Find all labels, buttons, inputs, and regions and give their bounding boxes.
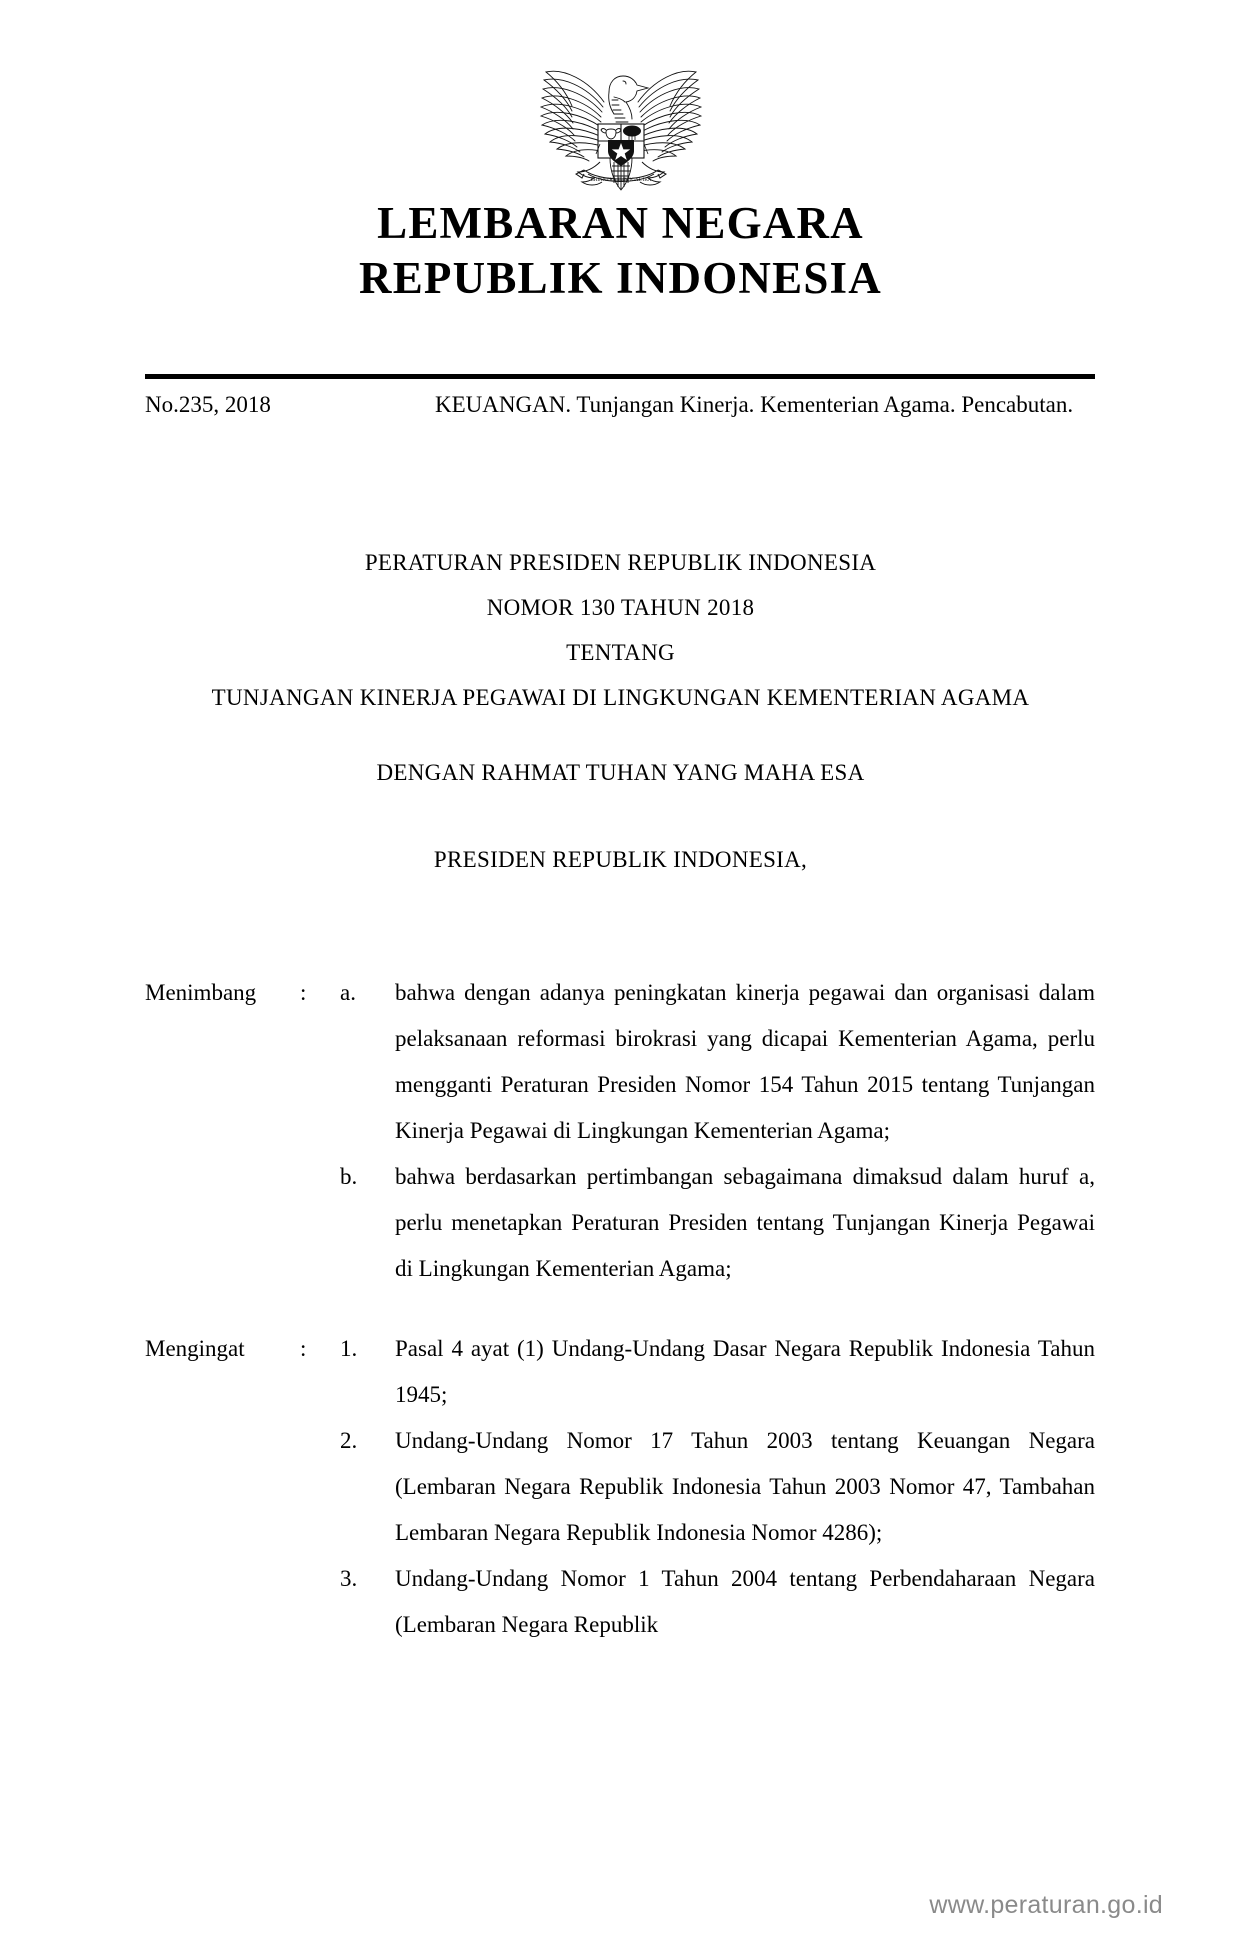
clause-item xyxy=(145,1154,1095,1292)
masthead xyxy=(0,196,1241,306)
clause-item xyxy=(145,970,1095,1154)
clause-item xyxy=(145,1418,1095,1556)
footer-watermark: www.peraturan.go.id xyxy=(929,1891,1163,1919)
item-marker: a. xyxy=(340,980,356,1005)
regulation-about-label: TENTANG xyxy=(566,640,675,665)
header-divider xyxy=(145,374,1095,379)
section-label: Mengingat xyxy=(145,1336,245,1361)
clause-item xyxy=(145,1326,1095,1418)
garuda-pancasila-icon xyxy=(526,50,716,200)
masthead-line-2: REPUBLIK INDONESIA xyxy=(359,253,882,303)
decree-spacer xyxy=(0,795,1241,837)
svg-text:BHINNEKA TUNGGAL IKA: BHINNEKA TUNGGAL IKA xyxy=(589,178,652,183)
regulation-type: PERATURAN PRESIDEN REPUBLIK INDONESIA xyxy=(364,550,877,575)
clause-item xyxy=(145,1556,1095,1648)
authority-line: PRESIDEN REPUBLIK INDONESIA, xyxy=(433,847,808,872)
blessing-line: DENGAN RAHMAT TUHAN YANG MAHA ESA xyxy=(376,760,865,785)
regulation-subject-title: TUNJANGAN KINERJA PEGAWAI DI LINGKUNGAN KEMENTERIAN AGAMA xyxy=(211,685,1030,710)
clauses-container xyxy=(145,970,1095,1682)
emblem-container xyxy=(0,50,1241,200)
item-text: Undang-Undang Nomor 17 Tahun 2003 tentang Keuangan Negara (Lembaran Negara Republik Indonesia Tahun 2003 Nomor 47, Tambahan Lembaran Negara Republik Indonesia Nomor 4286); xyxy=(395,1428,1095,1545)
regulation-number: NOMOR 130 TAHUN 2018 xyxy=(486,595,755,620)
item-text: Pasal 4 ayat (1) Undang-Undang Dasar Negara Republik Indonesia Tahun 1945; xyxy=(395,1336,1095,1407)
gazette-subject: KEUANGAN. Tunjangan Kinerja. Kementerian Agama. Pencabutan. xyxy=(435,392,1074,417)
item-marker: b. xyxy=(340,1164,358,1189)
decree-block xyxy=(0,750,1241,882)
item-text: bahwa berdasarkan pertimbangan sebagaimana dimaksud dalam huruf a, perlu menetapkan Peraturan Presiden tentang Tunjangan Kinerja Pegawai di Lingkungan Kementerian Agama; xyxy=(395,1164,1095,1281)
gazette-header-row xyxy=(145,388,1095,422)
gazette-number: No.235, 2018 xyxy=(145,392,271,417)
item-text: Undang-Undang Nomor 1 Tahun 2004 tentang Perbendaharaan Negara (Lembaran Negara Republik xyxy=(395,1566,1095,1637)
section-label: Menimbang xyxy=(145,980,257,1005)
regulation-title-block xyxy=(0,540,1241,720)
item-marker: 2. xyxy=(340,1428,358,1453)
section-menimbang xyxy=(145,970,1095,1292)
item-text: bahwa dengan adanya peningkatan kinerja pegawai dan organisasi dalam pelaksanaan reformasi birokrasi yang dicapai Kementerian Agama, perlu mengganti Peraturan Presiden Nomor 154 Tahun 2015 tentang Tunjangan Kinerja Pegawai di Lingkungan Kementerian Agama; xyxy=(395,980,1095,1143)
section-mengingat xyxy=(145,1326,1095,1648)
section-colon: : xyxy=(300,980,307,1005)
item-marker: 1. xyxy=(340,1336,358,1361)
section-colon: : xyxy=(300,1336,307,1361)
masthead-line-1: LEMBARAN NEGARA xyxy=(377,198,864,248)
item-marker: 3. xyxy=(340,1566,358,1591)
